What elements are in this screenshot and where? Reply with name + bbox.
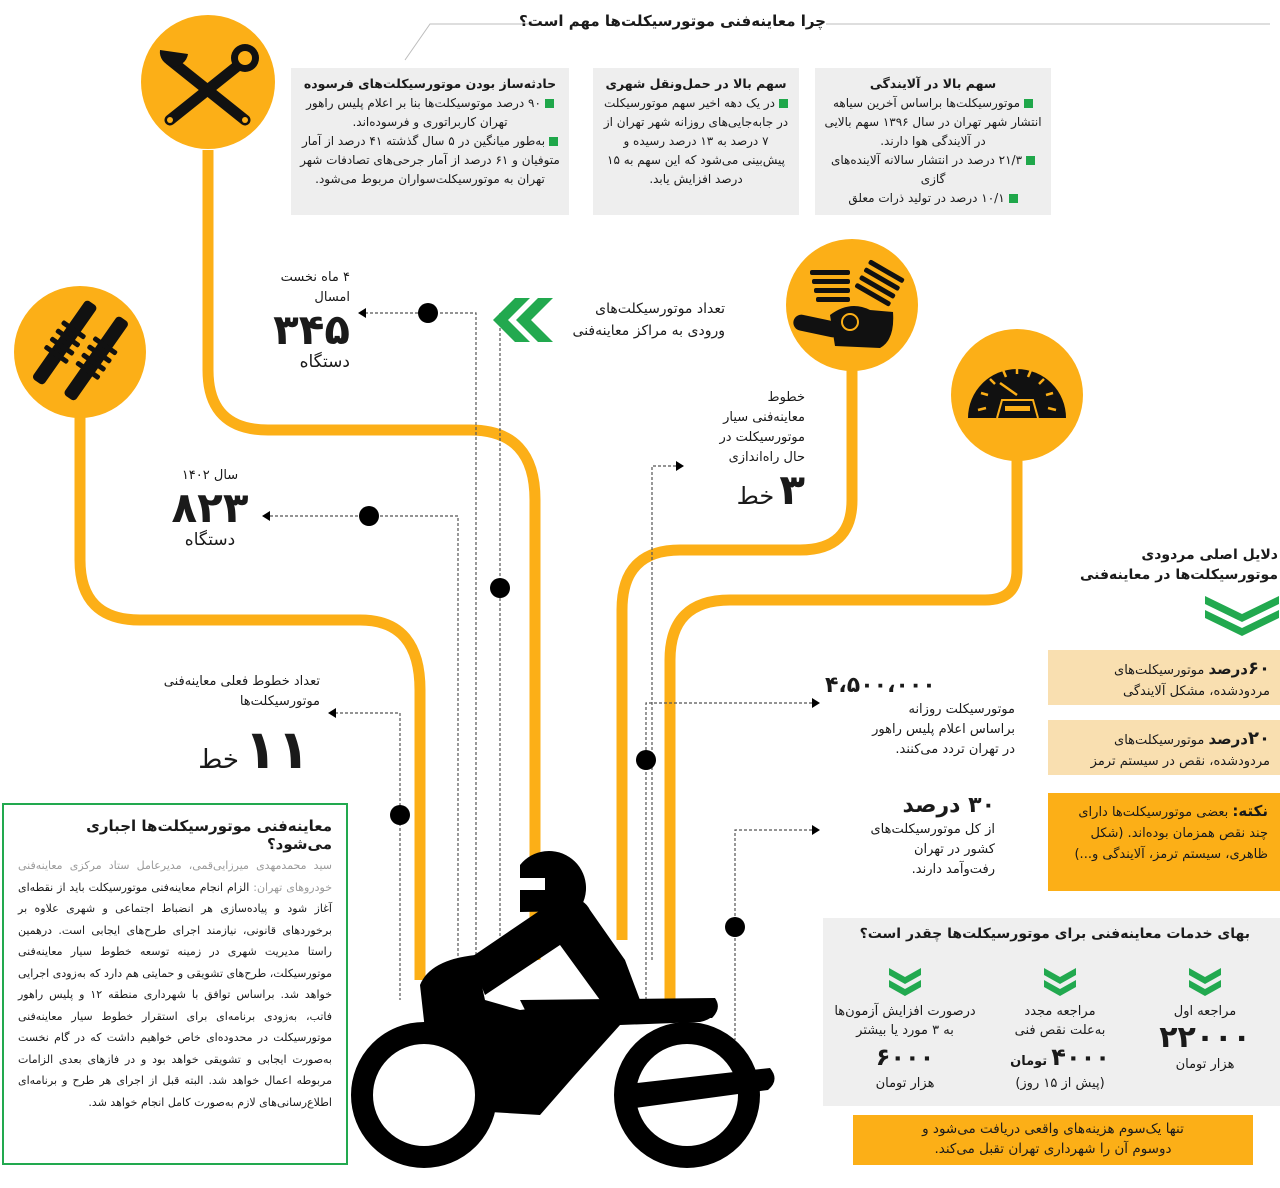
stat-label: ۴ ماه نخست bbox=[280, 270, 350, 285]
price-extra: (پیش از ۱۵ روز) bbox=[1015, 1076, 1105, 1091]
stat-label: رفت‌وآمد دارند. bbox=[911, 862, 995, 877]
price-unit: تومان bbox=[1010, 1054, 1048, 1069]
reason-box-pollution bbox=[815, 68, 1051, 215]
byline: سید محمدمهدی میرزایی‌قمی، مدیرعامل ستاد مرکزی معاینه‌فنی خودروهای تهران: bbox=[18, 859, 332, 894]
shock-absorber-icon bbox=[14, 286, 146, 418]
reason-bullet: ۹۰ درصد موتوسیکلت‌ها بنا بر اعلام پلیس راهور تهران کاربراتوری و فرسوده‌اند. bbox=[306, 96, 541, 129]
stat-year-1402 bbox=[165, 466, 255, 550]
bullet-square-icon bbox=[1009, 194, 1018, 203]
stat-current-lines bbox=[120, 672, 320, 781]
box-title: معاینه‌فنی موتورسیکلت‌ها اجباری می‌شود؟ bbox=[86, 817, 332, 853]
stat-label: تعداد خطوط فعلی معاینه‌فنی bbox=[163, 674, 320, 689]
price-value: ۶۰۰۰ bbox=[875, 1043, 935, 1071]
note-label: نکته: bbox=[1232, 802, 1268, 820]
stat-value: ۸۲۳ bbox=[171, 483, 249, 532]
stat-label: براساس اعلام پلیس راهور bbox=[872, 722, 1015, 737]
stat-value: ۳۴۵ bbox=[273, 305, 350, 354]
stat-mobile-lines bbox=[685, 388, 805, 512]
price-label: مراجعه مجدد bbox=[1024, 1004, 1096, 1019]
rejection-title bbox=[1040, 545, 1278, 585]
note-line: تنها یک‌سوم هزینه‌های واقعی دریافت می‌شود و bbox=[922, 1121, 1184, 1137]
price-label: به ۳ مورد یا بیشتر bbox=[856, 1023, 954, 1038]
stat-value: ۳۰ درصد bbox=[902, 793, 995, 818]
bullet-square-icon bbox=[779, 99, 788, 108]
rejection-value: ۶۰ bbox=[1248, 658, 1270, 679]
rejection-title-line: موتورسیکلت‌ها در معاینه‌فنی bbox=[1080, 567, 1278, 583]
rejection-unit: درصد bbox=[1208, 730, 1249, 748]
body-text: الزام انجام معاینه‌فنی موتورسیکلت باید از نقطه‌ای آغاز شود و پیاده‌سازی هر انضباط اجتماعی و شهری علاوه بر برخوردهای قانونی، نیازمند اجرای طرح‌های ایجابی است. درهمین راستا مدیریت شهری در زمینه توسعه خطوط سیار معاینه‌فنی موتورسیکلت، طرح‌های تشویقی و حمایتی هم دارد که به‌زودی اجرایی خواهد شد. براساس توافق با شهرداری منطقه ۱۲ و پلیس راهور فاتب، به‌زودی برنامه‌ای برای استقرار خطوط سیار معاینه‌فنی موتورسیکلت در محدوده‌ای خاص خواهیم داشت که در گام نخست به‌صورت ایجابی و تشویقی خواهد بود و در فازهای بعدی الزامات مربوطه اعمال خواهد شد. البته قبل از اجرای هر طرح و برنامه‌ای اطلاع‌رسانی‌های لازم به‌صورت کامل انجام خواهد شد. bbox=[18, 880, 332, 1109]
green-chevron-down-icon bbox=[1205, 596, 1279, 636]
reason-title: حادثه‌ساز بودن موتورسیکلت‌های فرسوده bbox=[303, 76, 557, 91]
rejection-unit: درصد bbox=[1208, 660, 1249, 678]
stat-label: موتورسیکلت روزانه bbox=[908, 702, 1015, 717]
price-value: ۲۲۰۰۰ bbox=[1159, 1020, 1251, 1055]
mandatory-inspection-box bbox=[2, 803, 348, 1165]
rejection-text: موتورسیکلت‌های مردودشده، مشکل آلایندگی bbox=[1114, 663, 1270, 699]
reason-bullet: ۱۰/۱ درصد در تولید ذرات معلق bbox=[848, 191, 1005, 205]
wrench-icon bbox=[141, 15, 275, 149]
stat-label: موتورسیکلت‌ها bbox=[239, 694, 320, 709]
reason-bullet: در یک دهه اخیر سهم موتورسیکلت در جابه‌جایی‌های روزانه شهر تهران از ۷ درصد به ۱۳ درصد رسیده و پیش‌بینی می‌شود که این سهم به ۱۵ درصد افزایش یابد. bbox=[603, 96, 789, 186]
stat-unit: دستگاه bbox=[184, 530, 236, 550]
rejection-note bbox=[1048, 793, 1280, 891]
rejection-item-pollution bbox=[1048, 650, 1280, 705]
prices-box bbox=[823, 918, 1280, 1106]
engine-icon bbox=[786, 239, 918, 371]
bullet-square-icon bbox=[1026, 156, 1035, 165]
bullet-square-icon bbox=[1024, 99, 1033, 108]
stat-unit: خط bbox=[198, 745, 239, 775]
rejection-item-brakes bbox=[1048, 720, 1280, 775]
rejection-text: موتورسیکلت‌های مردودشده، نقص در سیستم ترمز bbox=[1090, 733, 1270, 769]
stat-daily-motorcycles bbox=[825, 672, 1015, 760]
page-title: چرا معاینه‌فنی موتورسیکلت‌ها مهم است؟ bbox=[519, 12, 826, 30]
reason-bullet: به‌طور میانگین در ۵ سال گذشته ۴۱ درصد از آمار متوفیان و ۶۱ درصد از آمار جرحی‌های تصادفات شهر تهران به موتورسیکلت‌سواران مربوط می‌شود. bbox=[300, 134, 560, 186]
reason-title: سهم بالا در حمل‌ونقل شهری bbox=[605, 76, 787, 91]
price-first-visit bbox=[1150, 968, 1260, 1074]
bullet-square-icon bbox=[549, 137, 558, 146]
stat-label: معاینه‌فنی سیار bbox=[723, 410, 805, 425]
box-body bbox=[18, 855, 332, 1113]
reason-bullet: ۲۱/۳ درصد در انتشار سالانه آلاینده‌های گازی bbox=[830, 153, 1023, 186]
rejection-value: ۲۰ bbox=[1248, 728, 1270, 749]
price-label: به‌علت نقص فنی bbox=[1014, 1023, 1106, 1038]
green-chevron-down-icon bbox=[889, 968, 921, 996]
reason-bullet: موتورسیکلت‌ها براساس آخرین سیاهه انتشار شهر تهران در سال ۱۳۹۶ سهم بالایی در آلایندگی هوا دارند. bbox=[824, 96, 1042, 148]
note-text: بعضی موتورسیکلت‌ها دارای چند نقص همزمان بوده‌اند. (شکل ظاهری، سیستم ترمز، آلایندگی و...) bbox=[1074, 805, 1268, 862]
entry-count-label bbox=[545, 298, 725, 342]
price-label: مراجعه اول bbox=[1173, 1004, 1237, 1019]
stat-label: خطوط bbox=[767, 390, 805, 405]
subsidy-note bbox=[853, 1115, 1253, 1165]
stat-label: حال راه‌اندازی bbox=[728, 450, 805, 465]
price-extra-tests bbox=[830, 968, 980, 1093]
price-unit: هزار تومان bbox=[875, 1076, 935, 1091]
stat-label: موتورسیکلت در bbox=[719, 430, 805, 445]
bullet-square-icon bbox=[545, 99, 554, 108]
stat-share-in-tehran bbox=[825, 792, 995, 880]
stat-unit: دستگاه bbox=[299, 352, 350, 372]
stat-label: امسال bbox=[314, 290, 350, 305]
reason-box-transport bbox=[593, 68, 799, 215]
stat-label: سال ۱۴۰۲ bbox=[181, 468, 239, 483]
stat-label: در تهران تردد می‌کنند. bbox=[895, 742, 1015, 757]
green-chevron-down-icon bbox=[1044, 968, 1076, 996]
reason-title: سهم بالا در آلایندگی bbox=[869, 76, 997, 91]
price-label: درصورت افزایش آزمون‌ها bbox=[834, 1004, 976, 1019]
rejection-title-line: دلایل اصلی مردودی bbox=[1141, 547, 1278, 563]
green-double-chevron-icon bbox=[493, 298, 553, 342]
speedometer-icon bbox=[951, 329, 1083, 461]
price-value: ۴۰۰۰ bbox=[1051, 1043, 1110, 1071]
stat-label: کشور در تهران bbox=[913, 842, 995, 857]
price-unit: هزار تومان bbox=[1175, 1057, 1235, 1072]
stat-first-4-months bbox=[250, 268, 350, 372]
price-revisit bbox=[990, 968, 1130, 1093]
stat-value: ۱۱ bbox=[244, 718, 310, 781]
entry-label-line: ورودی به مراکز معاینه‌فنی bbox=[572, 323, 725, 339]
stat-unit: خط bbox=[736, 482, 775, 510]
stat-value: ۴،۵۰۰،۰۰۰ bbox=[825, 673, 936, 698]
stat-value: ۳ bbox=[779, 465, 805, 514]
prices-title: بهای خدمات معاینه‌فنی برای موتورسیکلت‌ها چقدر است؟ bbox=[859, 926, 1250, 942]
stat-label: از کل موتورسیکلت‌های bbox=[870, 822, 995, 837]
reason-box-accidents bbox=[291, 68, 569, 215]
entry-label-line: تعداد موتورسیکلت‌های bbox=[595, 301, 725, 317]
green-chevron-down-icon bbox=[1189, 968, 1221, 996]
note-line: دوسوم آن را شهرداری تهران تقبل می‌کند. bbox=[934, 1141, 1172, 1157]
